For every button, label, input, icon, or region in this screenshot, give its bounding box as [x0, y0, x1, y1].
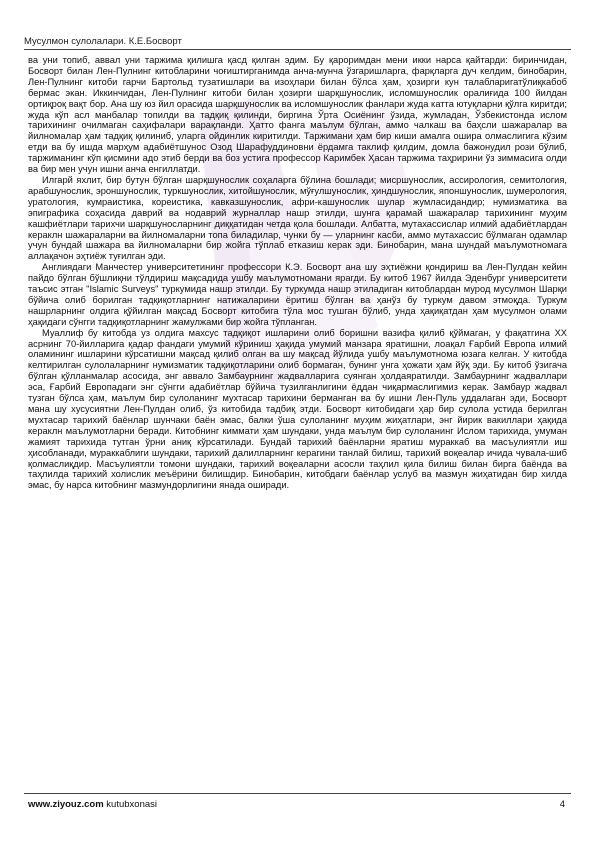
- footer-site-suffix: kutubxonasi: [103, 799, 158, 810]
- running-header: Мусулмон сулолалари. К.Е.Босворт: [24, 36, 182, 47]
- footer-divider: [24, 793, 571, 794]
- paragraph-2: Илгарй яхлит, бир бутун бўлган шарқшунослик соҳаларга бўлина бошлади; мисршунослик, ассирология, семитология, арабшунослик, эроншунослик, туркшунослик, хитойшунослик, мўғулшунослик, ҳиндшунослик, японшунослик, шумерология, уратология, кумраистика, кореистика, кавказшунослик, афри-кашунослик шулар жумласидандир; нумизматика ва эпиграфика соҳасида даврий ва нодаврий журналлар нашр этилди, шунга қарамай шажаралар тарихининг муҳим кашфиётлари тарихчи шарқшуносларнинг диққатидан четда қола бошлади. Албатта, мутахассислар илмий адабиётлардан кераклн шажараларни ва йилномаларни топа биладилар, чунки бу — уларнинг касби, аммо мутахассис бўлмаган одамлар учун бундай шажара ва йилномаларни бир жойга тўплаб етказиш керак эди. Бинобарин, мана шундай маълумотномага аллақачон эҳтиёж туғилган эди.: [28, 174, 567, 262]
- paragraph-1: ва уни топиб, аввал уни таржима қилишга қасд қилган эдим. Бу қароримдан мени икки нарса қайтарди: биринчидан, Босворт билан Лен-Пулнинг китобларини чоғиштирганимда анча-мунча ўзгаришларга, фарқларга дуч келдим, бинобарин, Лен-Пулнинг китоби гарчи Бартольд тузатишлари ва изоҳлари билан бўлса ҳам, ҳозирги кун талабларигатўлиқкабоб бермас экан. Иккинчидан, Лен-Пулнинг китоби билан ҳозирги шарқшунослик, исломшунослик оралиғида 100 йилдан ортиқроқ вақт бор. Ана шу юз йил орасида шарқшунослик ва исломшунослик фанлари жуда катта ютуқларни қўлга киритди; жуда кўп асл манбалар топилди ва тадқиқ қилинди, биргина Ўрта Осиёнинг ўзида, жумладан, Ўзбекистонда ислом тарихининг очилмаган саҳифалари варақланди. Ҳатто фанга маълум бўлган, аммо чалкаш ва баҳсли шажаралар ва йилномалар ҳам тадқиқ қилиниб, уларга ойдинлик киритилди. Таржимани ҳам бир киши амалга ошира олмаслигига кўзим етди ва бу ишда марҳум адабиётшунос Озод Шарафуддиновни ёрдамга таклиф қилдим, домла бажонудил рози бўлиб, таржиманинг кўп қисмини адо этиб берди ва боз устига профессор Каримбек Ҳасан таржима таҳририни ўз зиммасига олди ва бир мен учун ишни анча енгиллатди.: [28, 55, 567, 175]
- paragraph-4: Муаллиф бу китобда уз олдига махсус тадқиқот ишларини олиб боришни вазифа қилиб қўймаган, у фақатгина ХХ асрнинг 70-йилларига қадар фандаги умумий кўриниш ҳақида умумий манзара яратишни, лоақал Ғарбий Европа илмий оламининг ишларини кўрсатишни мақсад қилиб олган ва шу мақсад йўлида ушбу маълумотнома юзага келган. У китобда келтирилган сулолаларнинг нумизматик тадқиқотларини олиб бормаган, бунинг унга ҳожати ҳам йўқ эди. Бу китоб ўзигача бўлган қўлланмалар асосида, энг аввало Замбаурнинг жадвалларига суянган ҳолдаяратилди. Замбаурнинг жадваллари эса, Ғарбий Европадаги энг сўнгги адабиётлар бўйича тузилганлигини ёддан чиқармаслигимиз керак. Замбаур жадвал тузган бўлса ҳам, маълум бир сулоланинг мухтасар тарихини берманган ва бу ишни Лен-Пуль уддалаган эди, Босворт мана шу хусусиятни Лен-Пулдан олиб, ўз китобида тадбиқ этди. Босворт китобидаги ҳар бир сулола устида берилган мухтасар тарихий баёнлар шунчаки баён эмас, балки ўша сулоланинг муҳим жиҳатлари, энг йирик вакиллари ҳақида кераклн маълумотларни беради. Китобнинг киммати ҳам шундаки, унда маълум бир сулоланинг Ислом тарихида, умуман жамият тарихида тутган ўрни аниқ кўрсатилади. Бундай тарихий баёнларни яратиш мураккаб ва масъулиятли иш ҳисобланади, мураккаблиги шундаки, тарихий далилларнинг керагини танлай билиш, тарихий воқеалар ичида чувала-шиб қолмаслиқдир. Масъулиятли томони шундаки, тарихий воқеаларни асосли таҳлил қила билиш билан бирга баёнда ва таҳлилда тарихий холислик меъёрини билишдир. Бинобарин, китобдаги баёнлар услуб ва мазмун жиҳатидан бир хилда эмас, бу нарса китобнинг мазмундорлигини янада оширади.: [28, 327, 567, 491]
- paragraph-3: Англиядаги Манчестер университетининг профессори К.Э. Босворт ана шу эҳтиёжни қондириш ва Лен-Пулдан кейин пайдо бўлган бўшлиқни тўлдириш мақсадида ушбу маълумотномани ярагди. Бу китоб 1967 йилда Эденбург университети таъсис этган "Islamic Surveys" туркумида нашр этилди. Бу туркумда нашр этиладиган китоблардан мурод мусулмон Шарқи бўйича олиб борилган тадқиқотларнинг натижаларини ёритиш бўлган ва ҳанўз бу туркум давом этмоқда. Туркум нашрларнинг олдига қўйилган мақсад Босворт китобига тўла мос тушган бўлиб, унда ҳақиқатдан ҳам мусулмон олами ҳақидаги сўнгги тадқиқотларнинг жамулжами бир жойга тўпланган.: [28, 262, 567, 327]
- footer-source[interactable]: [28, 799, 157, 810]
- header-divider: [24, 49, 571, 50]
- footer-site-link[interactable]: www.ziyouz.com: [28, 799, 104, 810]
- document-body: [28, 55, 567, 790]
- page-number: 4: [559, 799, 565, 810]
